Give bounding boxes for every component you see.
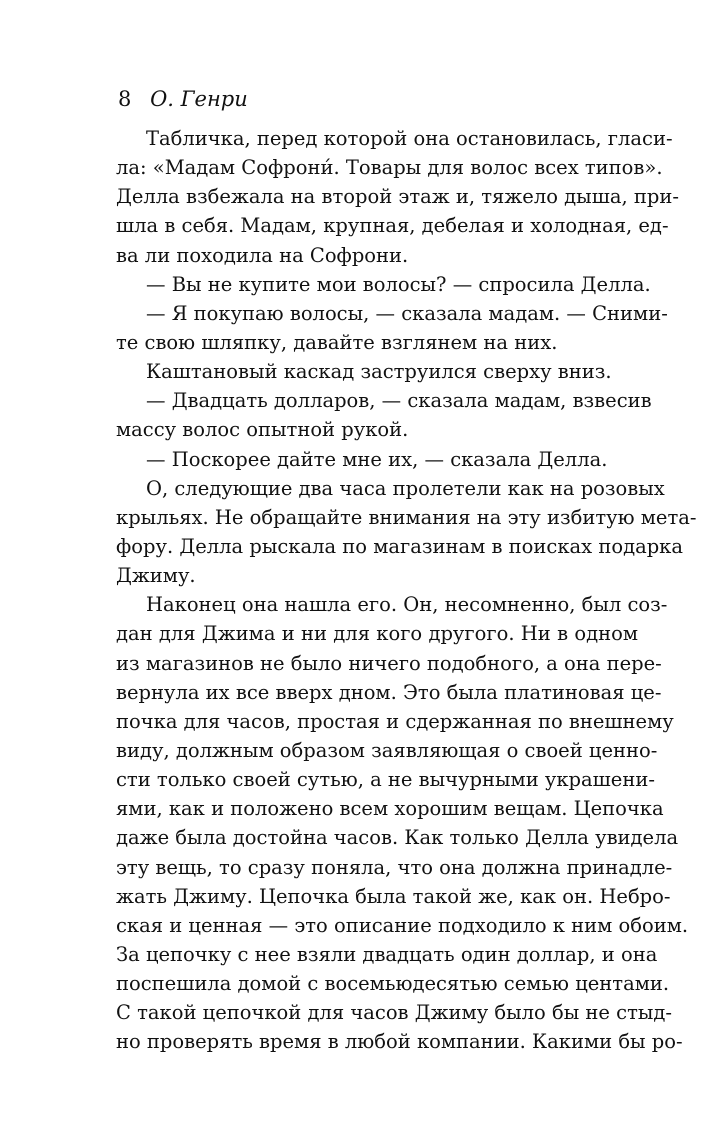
text-line: почка для часов, простая и сдержанная по внешнему (116, 709, 674, 733)
text-line: Делла взбежала на второй этаж и, тяжело дыша, при- (116, 185, 679, 209)
text-line: — Я покупаю волосы, — сказала мадам. — Сними- (146, 301, 668, 325)
text-line: даже была достойна часов. Как только Делла увидела (116, 826, 679, 850)
text-line: поспешила домой с восемьюдесятью семью центами. (116, 972, 670, 996)
author-name: О. Генри (150, 87, 248, 111)
text-line: фору. Делла рыскала по магазинам в поисках подарка (116, 534, 683, 558)
text-line: те свою шляпку, давайте взглянем на них. (116, 330, 558, 354)
text-line: ва ли походила на Софрони. (116, 243, 409, 267)
text-line: массу волос опытной рукой. (116, 418, 409, 442)
text-line: вернула их все вверх дном. Это была платиновая це- (116, 680, 662, 704)
text-line: О, следующие два часа пролетели как на розовых (146, 476, 665, 500)
text-line: из магазинов не было ничего подобного, а она пере- (116, 651, 662, 675)
text-line: сти только своей сутью, а не вычурными украшени- (116, 768, 655, 792)
text-line: дан для Джима и ни для кого другого. Ни в одном (116, 622, 638, 646)
text-line: За цепочку с нее взяли двадцать один доллар, и она (116, 942, 658, 966)
text-line: жать Джиму. Цепочка была такой же, как он. Небро- (116, 884, 671, 908)
text-line: Наконец она нашла его. Он, несомненно, был соз- (146, 593, 668, 617)
text-line: но проверять время в любой компании. Какими бы ро- (116, 1030, 683, 1054)
text-line: шла в себя. Мадам, крупная, дебелая и холодная, ед- (116, 214, 669, 238)
text-line: — Вы не купите мои волосы? — спросила Делла. (146, 272, 651, 296)
text-line: Джиму. (116, 564, 196, 588)
text-line: — Поскорее дайте мне их, — сказала Делла. (146, 447, 608, 471)
body-text (116, 124, 697, 1057)
text-line: С такой цепочкой для часов Джиму было бы не стыд- (116, 1001, 672, 1025)
text-line: ская и ценная — это описание подходило к ним обоим. (116, 913, 689, 937)
text-line: Табличка, перед которой она остановилась, гласи- (146, 127, 673, 150)
text-line: — Двадцать долларов, — сказала мадам, взвесив (146, 389, 652, 413)
text-line: виду, должным образом заявляющая о своей ценно- (116, 738, 658, 762)
text-line: ла: «Мадам Софрони́. Товары для волос всех типов». (116, 156, 663, 180)
text-line: Каштановый каскад заструился сверху вниз. (146, 360, 612, 384)
page-number: 8 (118, 87, 132, 111)
text-line: ями, как и положено всем хорошим вещам. Цепочка (116, 797, 664, 821)
running-head (118, 86, 248, 112)
text-line: крыльях. Не обращайте внимания на эту избитую мета- (116, 505, 697, 529)
text-line: эту вещь, то сразу поняла, что она должна принадле- (116, 855, 673, 879)
